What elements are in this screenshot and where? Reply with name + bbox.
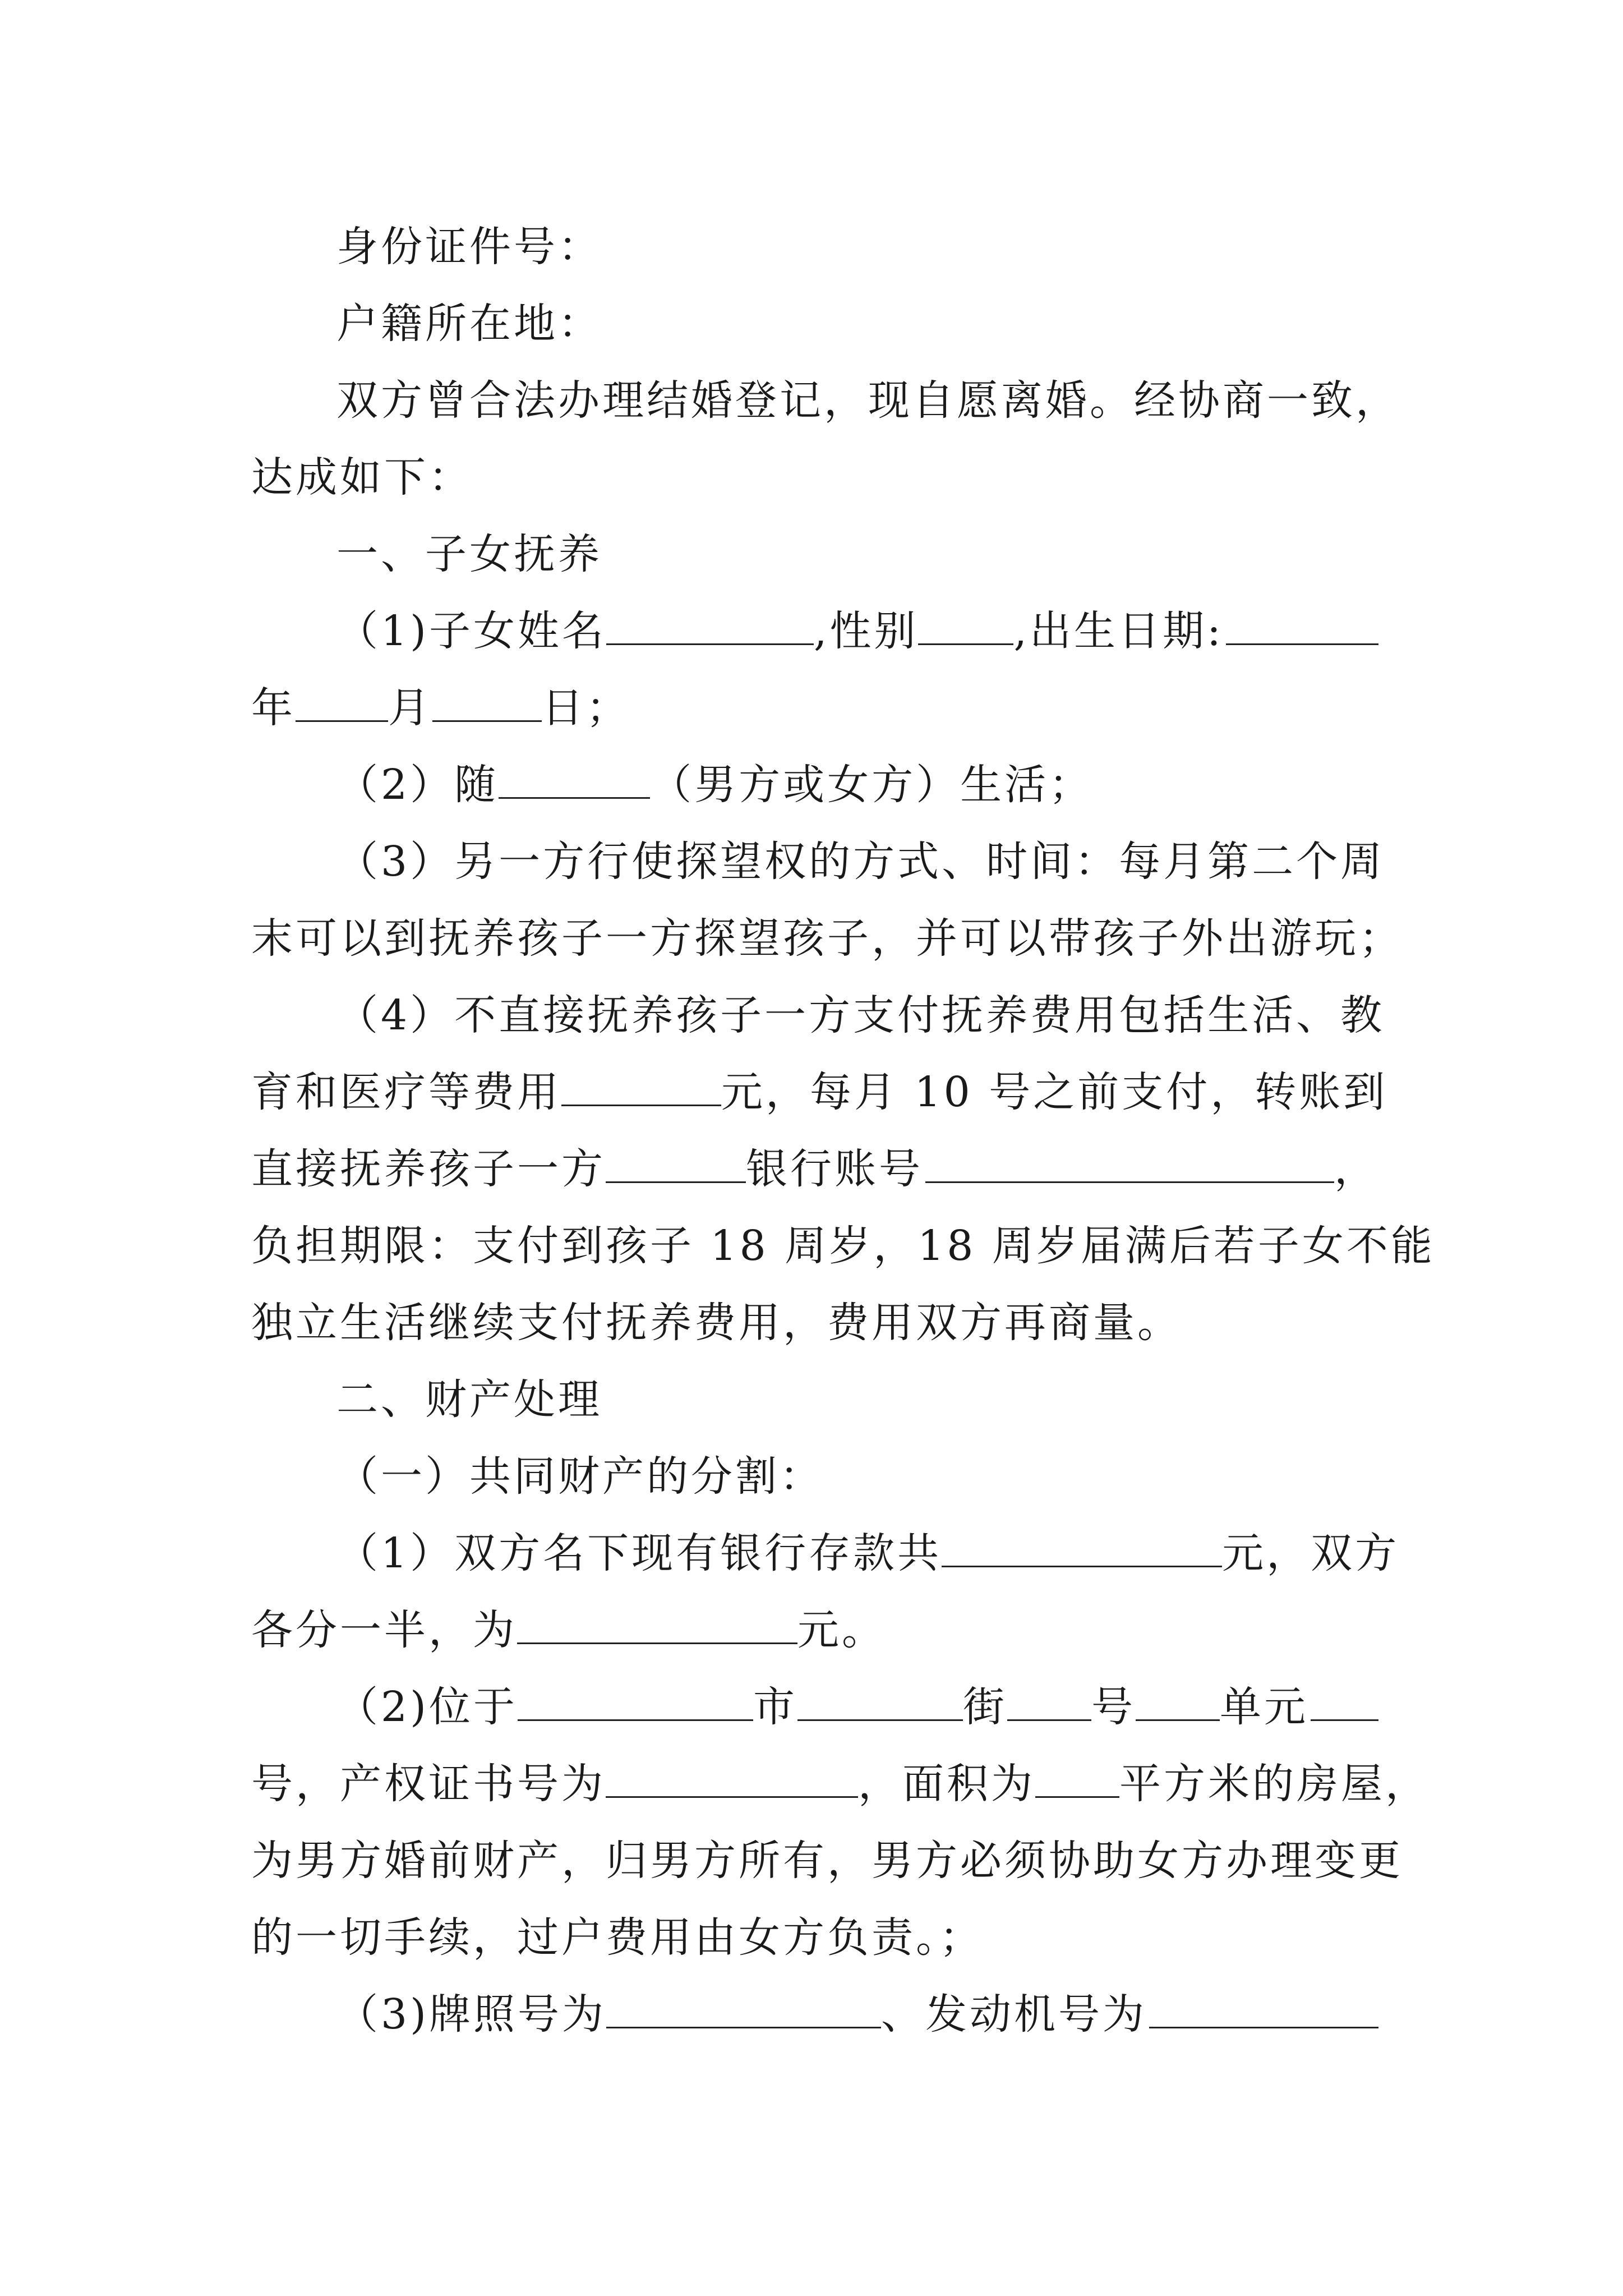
visitation-line [251, 823, 1385, 900]
support-term-text-2: 独立生活继续支付抚养费用，费用双方再商量。 [251, 1299, 1182, 1347]
address-unit-blank [1136, 1686, 1220, 1721]
deposit-split-line [251, 1592, 1378, 1669]
subsection-heading-text: （一）共同财产的分割： [336, 1452, 824, 1501]
support-amount-label: 育和医疗等费用 [251, 1068, 561, 1116]
child-gender-label: ,性别 [813, 607, 919, 655]
license-plate-label: （3)牌照号为 [336, 1990, 606, 2039]
address-room-blank [1311, 1686, 1378, 1721]
child-name-label: （1)子女姓名 [336, 607, 606, 655]
child-info-line [251, 593, 1378, 670]
bank-deposit-blank [942, 1532, 1222, 1567]
address-street-blank [797, 1686, 963, 1721]
engine-number-label: 、发动机号为 [880, 1990, 1147, 2039]
property-address-line [251, 1669, 1378, 1746]
subsection-heading-joint-property [251, 1438, 1378, 1515]
agreement-intro-line [251, 362, 1400, 439]
street-label: 街 [962, 1683, 1007, 1731]
support-payment-text: （4）不直接抚养孩子一方支付抚养费用包括生活、教 [336, 991, 1385, 1039]
bank-account-comma: ， [1334, 1145, 1378, 1193]
child-name-blank [606, 610, 814, 645]
area-blank [1035, 1763, 1119, 1798]
child-birthdate-label: ,出生日期: [1013, 607, 1224, 655]
premarital-property-text: 为男方婚前财产，归男方所有，男方必须协助女方办理变更 [251, 1837, 1403, 1885]
visitation-text: （3）另一方行使探望权的方式、时间：每月第二个周 [336, 838, 1385, 886]
support-amount-blank [561, 1071, 721, 1106]
agreement-intro-continuation [251, 439, 1378, 516]
id-number-line [251, 209, 1378, 286]
transfer-fee-text: 的一切手续，过户费用由女方负责。； [251, 1913, 984, 1962]
day-label: 日； [542, 684, 630, 732]
address-city-blank [518, 1686, 753, 1721]
area-unit-text: 平方米的房屋， [1119, 1760, 1430, 1808]
address-label: （2)位于 [336, 1683, 518, 1731]
support-payment-line [251, 977, 1385, 1054]
support-term-line-2 [251, 1285, 1378, 1361]
bank-deposit-line [251, 1515, 1400, 1592]
bank-deposit-text: 元，双方 [1222, 1529, 1400, 1577]
bank-account-line [251, 1131, 1378, 1208]
deposit-split-blank [517, 1609, 797, 1644]
section-heading-text: 一、子女抚养 [336, 530, 602, 578]
section-heading-property-text: 二、财产处理 [336, 1375, 602, 1424]
custody-parent-blank [499, 763, 650, 799]
visitation-text-2: 末可以到抚养孩子一方探望孩子，并可以带孩子外出游玩； [251, 914, 1403, 963]
support-amount-text: 元，每月 10 号之前支付，转账到 [721, 1068, 1388, 1116]
recipient-label: 直接抚养孩子一方 [251, 1145, 606, 1193]
certificate-number-blank [606, 1763, 858, 1798]
birth-day-blank [432, 687, 542, 722]
month-label: 月 [388, 684, 432, 732]
property-certificate-line [251, 1746, 1430, 1823]
birth-year-blank [1226, 610, 1378, 645]
child-gender-blank [918, 610, 1013, 645]
transfer-fee-line [251, 1899, 1378, 1976]
city-label: 市 [753, 1683, 797, 1731]
vehicle-line [251, 1976, 1378, 2053]
support-term-line [251, 1208, 1435, 1285]
agreement-intro-text: 双方曾合法办理结婚登记，现自愿离婚。经协商一致， [336, 376, 1400, 425]
license-plate-blank [606, 1993, 881, 2028]
section-heading-child-custody [251, 516, 1378, 593]
section-heading-property [251, 1361, 1378, 1438]
document-body [251, 209, 1435, 2053]
premarital-property-line [251, 1823, 1403, 1899]
custody-label: （2）随 [336, 761, 499, 809]
deposit-split-text: 元。 [797, 1606, 886, 1654]
bank-account-label: 银行账号 [746, 1145, 923, 1193]
bank-deposit-label: （1）双方名下现有银行存款共 [336, 1529, 942, 1577]
engine-number-blank [1149, 1993, 1378, 2028]
agreement-intro-text-2: 达成如下： [251, 453, 473, 501]
address-number-blank [1007, 1686, 1091, 1721]
area-label: ，面积为 [858, 1760, 1035, 1808]
custody-note: （男方或女方）生活； [650, 761, 1094, 809]
support-term-text: 负担期限：支付到孩子 18 周岁，18 周岁届满后若子女不能 [251, 1222, 1435, 1270]
year-label: 年 [251, 684, 296, 732]
number-label: 号 [1091, 1683, 1136, 1731]
bank-account-blank [925, 1148, 1334, 1183]
support-amount-line [251, 1054, 1388, 1131]
recipient-bank-blank [606, 1148, 746, 1183]
id-number-label: 身份证件号： [336, 223, 602, 271]
unit-label: 单元 [1219, 1683, 1308, 1731]
household-registration-line [251, 286, 1378, 362]
deposit-split-label: 各分一半，为 [251, 1606, 517, 1654]
birth-month-blank [296, 687, 388, 722]
custody-parent-line [251, 747, 1378, 823]
certificate-label: 号，产权证书号为 [251, 1760, 606, 1808]
child-birthdate-line [251, 670, 1378, 747]
visitation-line-2 [251, 900, 1403, 977]
household-registration-label: 户籍所在地： [336, 300, 602, 348]
